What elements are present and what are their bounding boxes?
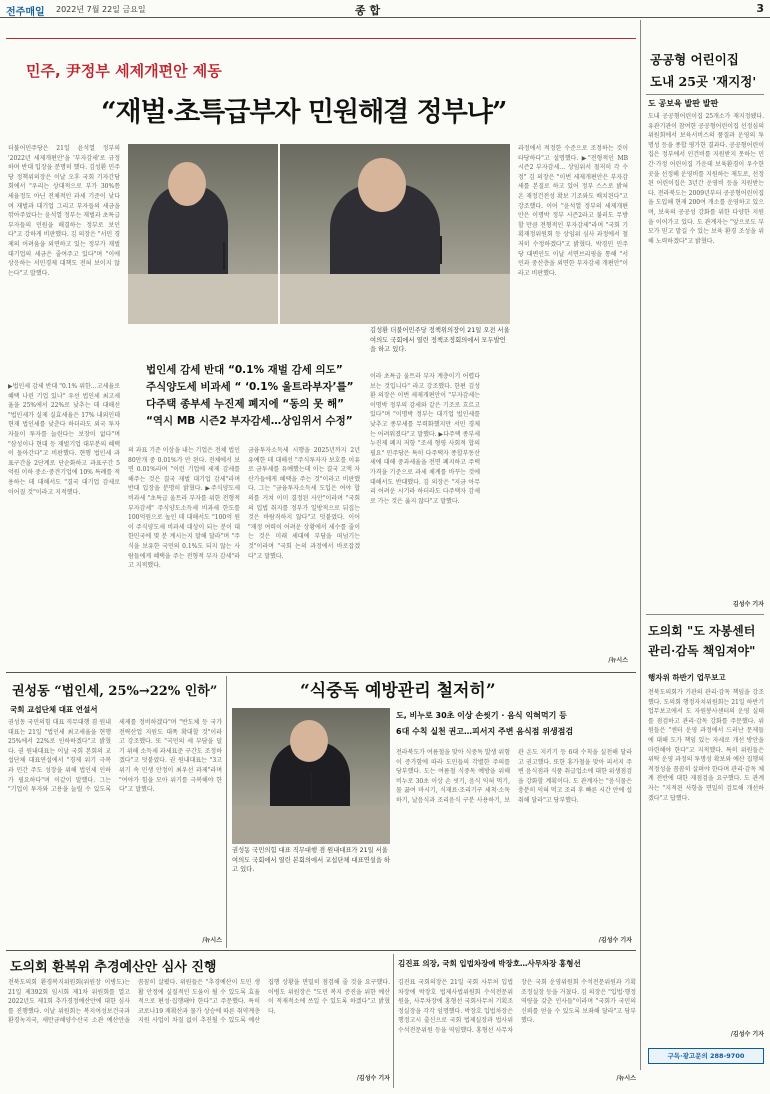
issue-date: 2022년 7월 22일 금요일 — [56, 5, 146, 14]
kimjin-body: 김진표 국회의장은 21일 국회 사무처 입법차장에 박장호 법제사법위원회 수석전문위원을, 사무차장에 홍형선 국회사무처 기획조정실장을 각각 임명했다. 박장호 입법차장은 행정고시 출신으로 국회 법제실장과 법사위 수석전문위원 등을 역임했다. 홍형선 사무차장은 국회 운영위원회 수석전문위원과 기획조정실장 등을 거쳤다. 김 의장은 "입법·행정 역량을 갖춘 인사들"이라며 "국회가 국민의 신뢰를 얻을 수 있도록 보좌해 달라"고 당부했다. — [398, 979, 636, 1034]
lead-photo-2 — [280, 144, 510, 324]
food-body: 전라북도가 여름철을 맞아 식중독 발생 위험이 증가함에 따라 도민들의 각별한 주의를 당부했다. 도는 여름철 식중독 예방을 위해 비누로 30초 이상 손 씻기, 음식 익혀 먹기, 물 끓여 마시기, 식재료·조리기구 세척·소독하기, 날음식과 조리음식 구분 사용하기, 보관 온도 지키기 등 6대 수칙을 실천해 달라고 권고했다. 또한 휴가철을 맞아 피서지 주변 음식점과 식품 취급업소에 대한 위생점검을 강화할 계획이다. 도 관계자는 "음식물은 충분히 익혀 먹고 조리 후 빠른 시간 안에 섭취해 달라"고 당부했다. — [396, 749, 632, 804]
summary-line-3: 다주택 종부세 누진제 폐지에 “동의 못 해” — [146, 398, 345, 410]
divider — [646, 614, 764, 615]
lead-byline: /뉴시스 — [608, 657, 628, 664]
right-top-subhead: 도 공보육 발판 발판 — [648, 99, 719, 108]
food-deck — [396, 708, 632, 740]
kwon-body: 권성동 국민의힘 대표 직무대행 겸 원내대표는 21일 "법인세 최고세율을 현행 25%에서 22%로 인하하겠다"고 밝혔다. 권 원내대표는 이날 국회 본회의 교섭단체 대표연설에서 "경제 위기 극복과 민간 주도 성장을 위해 법인세 인하가 필요하다"며 이같이 말했다. 그는 "기업이 투자와 고용을 늘릴 수 있도록 세제를 정비하겠다"며 "반도체 등 국가전략산업 지원도 대폭 확대할 것"이라고 강조했다. 또 "국민의 세 부담을 덜기 위해 소득세 과세표준 구간도 조정하겠다"고 덧붙였다. 권 원내대표는 "3고 위기 속 민생 안정이 최우선 과제"라며 "여야가 힘을 모아 위기를 극복해야 한다"고 말했다. — [8, 719, 222, 794]
section-title: 종 합 — [355, 4, 381, 17]
right-bottom-headline-2: 관리·감독 책임져야" — [648, 644, 756, 658]
kimjin-headline: 김진표 의장, 국회 입법차장에 박장호…사무차장 홍형선 — [398, 959, 581, 968]
lead-col-3: 이라 초특급 울트라 부자 계층이기 어렵다 보는 것입니다" 라고 강조했다. 한편 김성환 의장은 이번 세제개편안이 "부자감세는 이명박 정부의 감세와 같은 기조로 흐르고 있다"며 "이명박 정부는 대기업 법인세를 낮추고 종부세를 무력화했지만 서민 경제는 어려워졌다"고 말했다. ▶다주택 종부세 누진제 폐지 저항 "조세 형평 사회적 합의 필요" 민주당은 특히 다주택자 종합부동산세에 대해 중과세율을 전면 폐지하고 주택 가격을 기준으로 과세 체계를 바꾸는 것에 대해서도 반대했다. 김 의장은 "지금 아무리 어려운 시기라 하더라도 다주택자 감세로 가는 것은 옳지 않다"고 말했다. — [370, 373, 480, 505]
page-number: 3 — [756, 2, 764, 15]
right-bottom-subhead: 행자위 하반기 업무보고 — [648, 673, 726, 682]
food-deck-2: 6대 수칙 실천 권고…피서지 주변 음식점 위생점검 — [396, 727, 574, 736]
food-body-cont — [232, 880, 390, 940]
newspaper-name: 전주매일 — [6, 7, 45, 18]
summary-line-4: “역시 MB 시즌2 부자감세…상임위서 수정” — [146, 415, 353, 427]
subscription-ad: 구독·광고문의 288-9700 — [648, 1048, 764, 1064]
lead-col-4: 금융투자소득세 시행을 2025년까지 2년 유예한 데 대해선 "주식투자자 보호를 이유로 금투세를 유예했는데 이는 결국 고액 자산가들에게 혜택을 주는 것"이라고 비판했다. 그는 "금융투자소득세 도입은 여야 합의를 거쳐 이미 결정된 사안"이라며 "국회의 입법 취지를 정부가 일방적으로 뒤집는 것은 바람직하지 않다"고 덧붙였다. 이어 "재정 여력이 어려운 상황에서 세수를 줄이는 것은 미래 세대에 부담을 떠넘기는 것"이라며 "국회 논의 과정에서 바로잡겠다"고 말했다. — [248, 447, 360, 560]
right-bottom-body: 전북도의회가 기관의 관리·감독 책임을 강조했다. 도의회 행정자치위원회는 21일 하반기 업무보고에서 도 자원봉사센터의 운영 실태를 점검하고 관리·감독 강화를 주문했다. 위원들은 "센터 운영 과정에서 드러난 문제들에 대해 도가 책임 있는 자세로 개선 방안을 마련해야 한다"고 지적했다. 특히 위원들은 위탁 운영 과정의 투명성 확보와 예산 집행의 적정성을 꼼꼼히 살펴야 한다며 관리·감독 체계 전반에 대한 재점검을 요구했다. 도 관계자는 "지적된 사항을 면밀히 검토해 개선하겠다"고 답했다. — [648, 689, 764, 802]
divider — [646, 94, 764, 95]
kwon-subhead: 국회 교섭단체 대표 연설서 — [10, 705, 98, 714]
divider — [6, 672, 636, 673]
divider — [6, 950, 636, 951]
env-headline: 도의회 환복위 추경예산안 심사 진행 — [10, 960, 217, 975]
lead-photo-caption: 김성환 더불어민주당 정책위의장이 21일 오전 서울 여의도 국회에서 열린 정책조정회의에서 모두발언을 하고 있다. — [370, 327, 510, 354]
divider — [6, 38, 636, 39]
right-top-headline-1: 공공형 어린이집 — [650, 52, 739, 67]
env-byline: /김성수 기자 — [356, 1075, 390, 1082]
kwon-headline: 권성동 “법인세, 25%→22% 인하” — [12, 684, 218, 699]
lead-col-2: 의 과표 기준 이상을 내는 기업은 전체 법인 80만개 중 0.01%가 안 된다. 전체에서 보면 0.01%라며 "이런 기업에 세제 감세를 해주는 것은 결국 재벌 대기업 감세"라며 반대 입장을 분명히 밝혔다. ▶주식양도세 비과세 "초특급 울트라 부자를 위한 전형적 부자감세" 주식양도소득세 비과세 한도를 100억원으로 높인 데 대해서도 "100억 원이 주식양도세 비과세 대상이 되는 분이 대한민국에 몇 분 계시는지 말해 달라"며 "주식을 보유한 국민의 0.1%도 되지 않는 사람들에게 혜택을 주는 전형적 부자 감세"라고 지적했다. — [128, 447, 240, 570]
lead-headline: “재벌·초특급부자 민원해결 정부냐” — [101, 97, 507, 128]
summary-line-2: 주식양도세 비과세 “ ‘0.1% 울트라부자’를” — [146, 381, 354, 393]
lead-intro: 더불어민주당은 21일 윤석열 정부의 '2022년 세제개편안'을 '부자감세'로 규정하며 반대 입장을 분명히 했다. 김성환 민주당 정책위의장은 이날 오후 국회 기자간담회에서 "우리는 상대적으로 부가 30%쯤 세율정도 아닌 전체적인 과세 기준이 낮다며 재벌과 대기업 그리고 부자들의 세금을 깎아주었다는 윤석열 정부는 재벌과 초특급 부자들의 민원을 해결하는 정부로 보인다"고 강하게 비판했다. 김 의장은 "서민 경제의 어려움을 외면하고 있는 정부가 재벌 대기업의 세금은 줄여주고 있다"며 "이에 상응하는 서민경제 대책도 전혀 보이지 않는다"고 말했다. — [8, 145, 120, 277]
divider — [393, 954, 394, 1088]
kwon-byline: /뉴시스 — [202, 937, 222, 944]
right-top-body: 도내 공공형어린이집 25개소가 재지정됐다. 유관기관이 참여한 공공형어린이집 선정심의위원회에서 보육서비스의 품질과 운영의 투명성 등을 종합 평가한 결과다. 공공형어린이집은 정부에서 인건비를 지원받지 못하는 민간·가정 어린이집 가운데 보육환경이 우수한 곳을 선정해 운영비를 지원하는 제도로, 선정된 어린이집은 3년간 운영비 등을 지원받는다. 전라북도는 2009년부터 공공형어린이집을 도입해 현재 200여 개소를 운영하고 있으며, 보육의 공공성 강화를 위한 다양한 지원을 이어가고 있다. 도 관계자는 "앞으로도 부모가 믿고 맡길 수 있는 보육 환경 조성을 위해 노력하겠다"고 밝혔다. — [648, 113, 764, 245]
right-bottom-headline-1: 도의회 "도 자봉센터 — [648, 624, 756, 638]
divider — [640, 20, 641, 1070]
summary-line-1: 법인세 감세 반대 “0.1% 재벌 감세 의도” — [146, 364, 343, 376]
env-body: 전북도의회 환경복지위원회(위원장 이병도)는 21일 제392회 임시회 제1차 위원회를 열고 2022년도 제1회 추가경정예산안에 대한 심사를 진행했다. 이날 위원회는 복지여성보건국과 환경녹지국, 새만금해양수산국 소관 예산안을 꼼꼼히 살폈다. 위원들은 "추경예산이 도민 생활 안정에 실질적인 도움이 될 수 있도록 효율적으로 편성·집행돼야 한다"고 주문했다. 특히 코로나19 재확산과 물가 상승에 따른 취약계층 지원 사업이 차질 없이 추진될 수 있도록 예산 집행 상황을 면밀히 점검해 줄 것을 요구했다. 이병도 위원장은 "도민 복지 증진을 위한 예산이 적재적소에 쓰일 수 있도록 하겠다"고 밝혔다. — [8, 979, 390, 1025]
kwon-photo-caption: 권성동 국민의힘 대표 직무대행 겸 원내대표가 21일 서울 여의도 국회에서 열린 본회의에서 교섭단체 대표연설을 하고 있다. — [232, 847, 390, 874]
divider — [226, 676, 227, 948]
lead-photo — [128, 144, 278, 324]
kimjin-byline: /뉴시스 — [616, 1075, 636, 1082]
food-byline: /김성수 기자 — [598, 937, 632, 944]
right-top-byline: 김성수 기자 — [732, 601, 764, 608]
lead-col-5: 과정에서 적정한 수준으로 조정하는 것이 타당하다"고 설명했다. ▶"전형적인 MB 시즌2 부자감세… 상임위서 철저히 각 수정" 김 의장은 "이번 세제개편안은 부자감세를 본질로 하고 있어 정부 스스로 밝혀 온 재정건전성 확보 기조와도 배치된다"고 강조했다. 이어 "윤석열 정부의 세제개편안은 이명박 정부 시즌2라고 불러도 무방할 만큼 전형적인 부자감세"라며 "국회 기획재정위원회 등 상임위 심사 과정에서 철저히 수정하겠다"고 밝혔다. 박경민 민주당 대변인도 이날 서면브리핑을 통해 "서민과 중산층을 외면한 부자감세 개편안"이라고 비판했다. — [518, 145, 628, 277]
lead-col-1: ▶법인세 감세 반대 "0.1% 위한…고세율로 혜택 나린 기업 있나" 우선 법인세 최고세율을 25%에서 22%로 낮추는 데 대해선 "법인세가 실제 실효세율은 17% 내외인데 현재 법인세를 낮춘다 하더라도 외국 투자자들이 투자를 늘린다는 보장이 없다"며 "삼성이나 현대 등 재벌기업 대부분의 혜택이 돌아간다"고 비판했다. 현행 법인세 과표구간을 2단계로 단순화하고 과표구간 5억원 이하 중소·중견기업에 10% 특례를 적용하는 데 대해서도 "결국 대기업 감세로 이어질 것"이라고 지적했다. — [8, 383, 120, 496]
masthead — [0, 0, 770, 18]
right-bottom-byline: /김성수 기자 — [730, 1031, 764, 1038]
food-headline: “식중독 예방관리 철저히” — [300, 681, 496, 701]
lead-kicker: 민주, 尹정부 세제개편안 제동 — [26, 62, 222, 80]
food-deck-1: 도, 비누로 30초 이상 손씻기 · 음식 익혀먹기 등 — [396, 711, 567, 720]
kwon-photo — [232, 708, 390, 844]
right-top-headline-2: 도내 25곳 '재지정' — [650, 74, 757, 89]
